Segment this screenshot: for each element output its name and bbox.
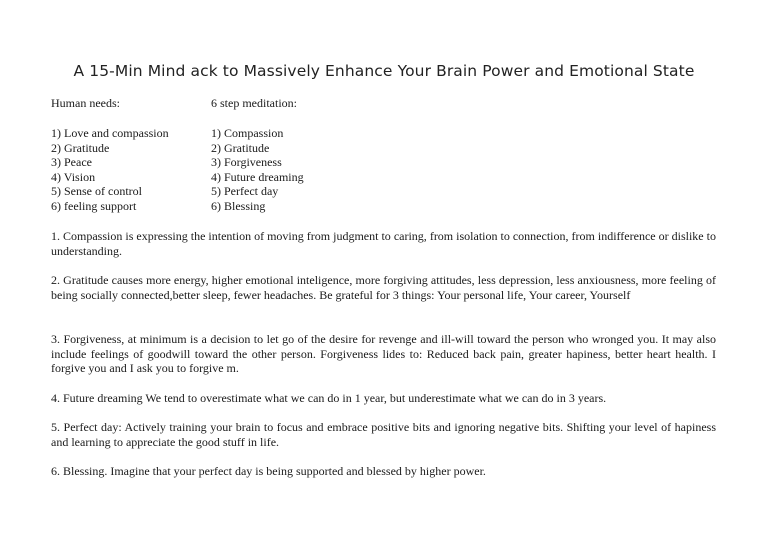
paragraph-compassion: 1. Compassion is expressing the intention of moving from judgment to caring, from isolation to connection, from indifference or dislike to understanding.	[51, 229, 716, 258]
paragraph-future-dreaming: 4. Future dreaming We tend to overestimate what we can do in 1 year, but underestimate what we can do in 3 years.	[51, 391, 607, 405]
document-title: A 15-Min Mind ack to Massively Enhance Your Brain Power and Emotional State	[73, 62, 695, 80]
paragraph-forgiveness: 3. Forgiveness, at minimum is a decision to let go of the desire for revenge and ill-will toward the person who wronged you. It may also include feelings of goodwill toward the other person. Forgiveness lides to: Reduced back pain, greater hapiness, better heart health. I forgive you and I ask you to forgive m.	[51, 332, 716, 376]
needs-list	[51, 126, 169, 214]
list-item: 2) Gratitude	[211, 140, 270, 155]
list-item: 1) Compassion	[211, 126, 284, 140]
list-item: 5) Sense of control	[51, 184, 142, 199]
paragraph-gratitude: 2. Gratitude causes more energy, higher emotional inteligence, more forgiving attitudes, less depression, less anxiousness, more feeling of being socially connected,better sleep, fewer headaches. Be grateful for 3 things: Your personal life, Your career, Yourself	[51, 273, 716, 302]
needs-heading: Human needs:	[51, 96, 120, 110]
list-item: 3) Peace	[51, 155, 92, 170]
list-item: 5) Perfect day	[211, 184, 279, 199]
list-item: 6) Blessing	[211, 198, 266, 213]
list-item: 3) Forgiveness	[211, 155, 282, 170]
list-item: 4) Vision	[51, 169, 96, 184]
list-item: 6) feeling support	[51, 198, 137, 213]
list-item: 4) Future dreaming	[211, 169, 304, 184]
list-item: 1) Love and compassion	[51, 126, 169, 140]
list-item: 2) Gratitude	[51, 140, 110, 155]
paragraph-blessing: 6. Blessing. Imagine that your perfect day is being supported and blessed by higher power.	[51, 464, 486, 478]
meditation-list	[211, 126, 304, 214]
paragraph-perfect-day: 5. Perfect day: Actively training your brain to focus and embrace positive bits and ignoring negative bits. Shifting your level of hapiness and learning to appreciate the good stuff in life.	[51, 420, 716, 449]
meditation-heading: 6 step meditation:	[211, 96, 297, 110]
